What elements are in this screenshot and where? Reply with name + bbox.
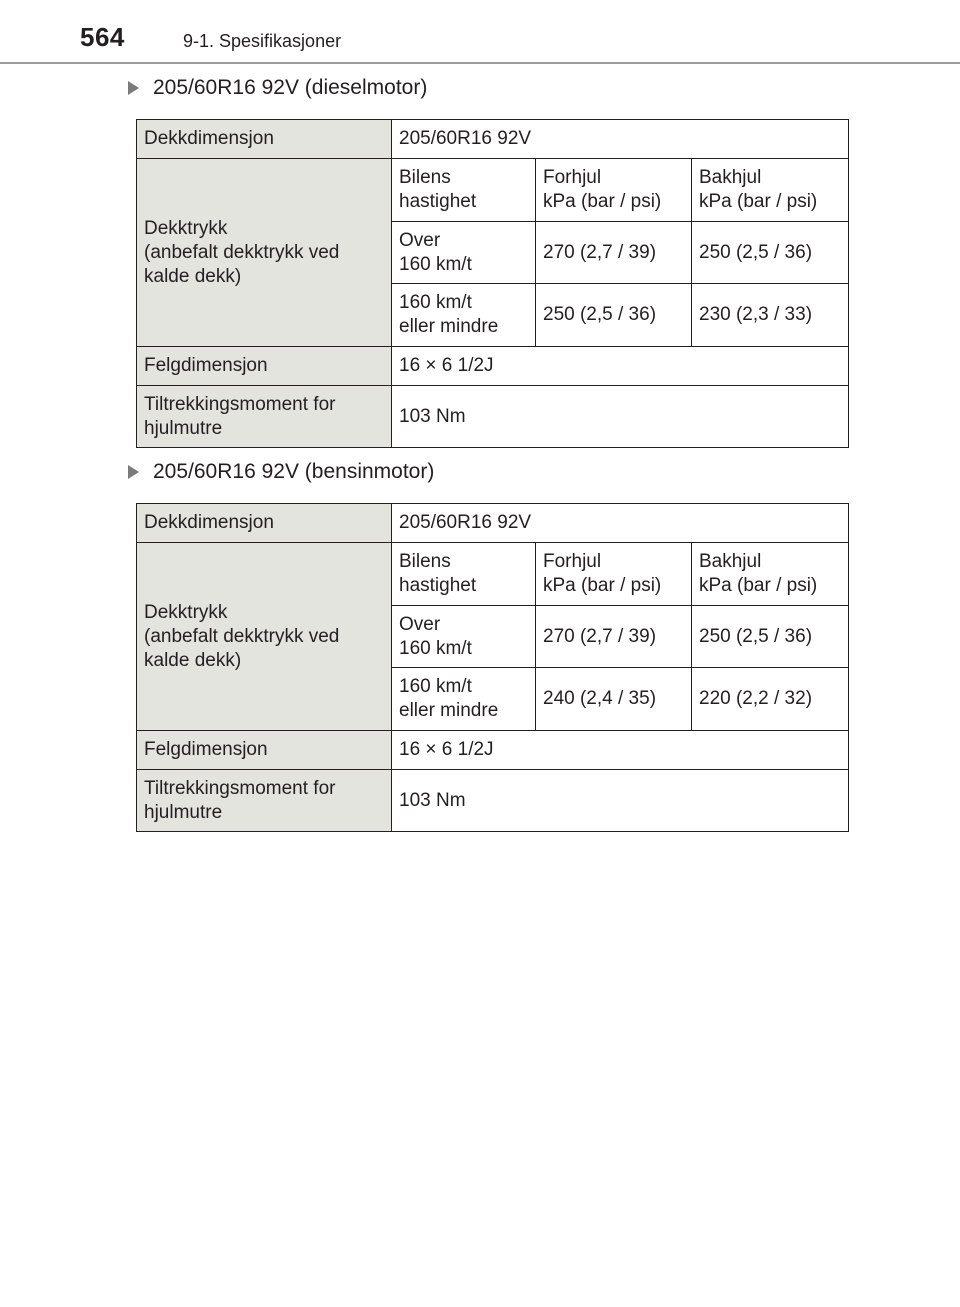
rim-size-value: 16 × 6 1/2J: [392, 347, 849, 386]
block-heading-petrol: [128, 460, 434, 484]
torque-value: 103 Nm: [392, 386, 849, 448]
section-title: 9-1. Spesifikasjoner: [183, 31, 342, 51]
speed-cell: 160 km/t eller mindre: [392, 284, 536, 347]
table-row: [137, 770, 849, 832]
table-row: [137, 120, 849, 159]
page-header: [0, 0, 960, 66]
pressure-label: Dekktrykk (anbefalt dekktrykk ved kalde dekk): [137, 543, 392, 731]
rim-size-value: 16 × 6 1/2J: [392, 731, 849, 770]
torque-label: Tiltrekkingsmoment for hjulmutre: [137, 770, 392, 832]
rear-pressure-cell: 220 (2,2 / 32): [692, 668, 849, 731]
front-pressure-cell: 270 (2,7 / 39): [536, 606, 692, 668]
table-row: [137, 159, 849, 222]
front-pressure-cell: 240 (2,4 / 35): [536, 668, 692, 731]
rear-wheel-header: Bakhjul kPa (bar / psi): [692, 159, 849, 222]
header-divider: [0, 62, 960, 64]
spec-table-diesel: [136, 119, 849, 448]
rear-pressure-cell: 230 (2,3 / 33): [692, 284, 849, 347]
tire-size-label: Dekkdimensjon: [137, 504, 392, 543]
table-row: [137, 731, 849, 770]
speed-cell: Over 160 km/t: [392, 222, 536, 284]
front-pressure-cell: 250 (2,5 / 36): [536, 284, 692, 347]
table-row: [137, 504, 849, 543]
block-heading-text: 205/60R16 92V (bensinmotor): [153, 460, 435, 483]
front-wheel-header: Forhjul kPa (bar / psi): [536, 543, 692, 606]
page-number: 564: [80, 22, 125, 52]
speed-header: Bilens hastighet: [392, 543, 536, 606]
table-row: [137, 386, 849, 448]
block-heading-text: 205/60R16 92V (dieselmotor): [153, 76, 428, 99]
rear-wheel-header: Bakhjul kPa (bar / psi): [692, 543, 849, 606]
triangle-bullet-icon: [128, 465, 139, 479]
pressure-label: Dekktrykk (anbefalt dekktrykk ved kalde dekk): [137, 159, 392, 347]
tire-size-value: 205/60R16 92V: [392, 120, 849, 159]
table-row: [137, 543, 849, 606]
rear-pressure-cell: 250 (2,5 / 36): [692, 606, 849, 668]
torque-value: 103 Nm: [392, 770, 849, 832]
block-heading-diesel: [128, 76, 427, 100]
torque-label: Tiltrekkingsmoment for hjulmutre: [137, 386, 392, 448]
rear-pressure-cell: 250 (2,5 / 36): [692, 222, 849, 284]
tire-size-value: 205/60R16 92V: [392, 504, 849, 543]
front-wheel-header: Forhjul kPa (bar / psi): [536, 159, 692, 222]
rim-size-label: Felgdimensjon: [137, 347, 392, 386]
speed-cell: 160 km/t eller mindre: [392, 668, 536, 731]
triangle-bullet-icon: [128, 81, 139, 95]
spec-table-petrol: [136, 503, 849, 832]
rim-size-label: Felgdimensjon: [137, 731, 392, 770]
speed-header: Bilens hastighet: [392, 159, 536, 222]
speed-cell: Over 160 km/t: [392, 606, 536, 668]
tire-size-label: Dekkdimensjon: [137, 120, 392, 159]
front-pressure-cell: 270 (2,7 / 39): [536, 222, 692, 284]
table-row: [137, 347, 849, 386]
